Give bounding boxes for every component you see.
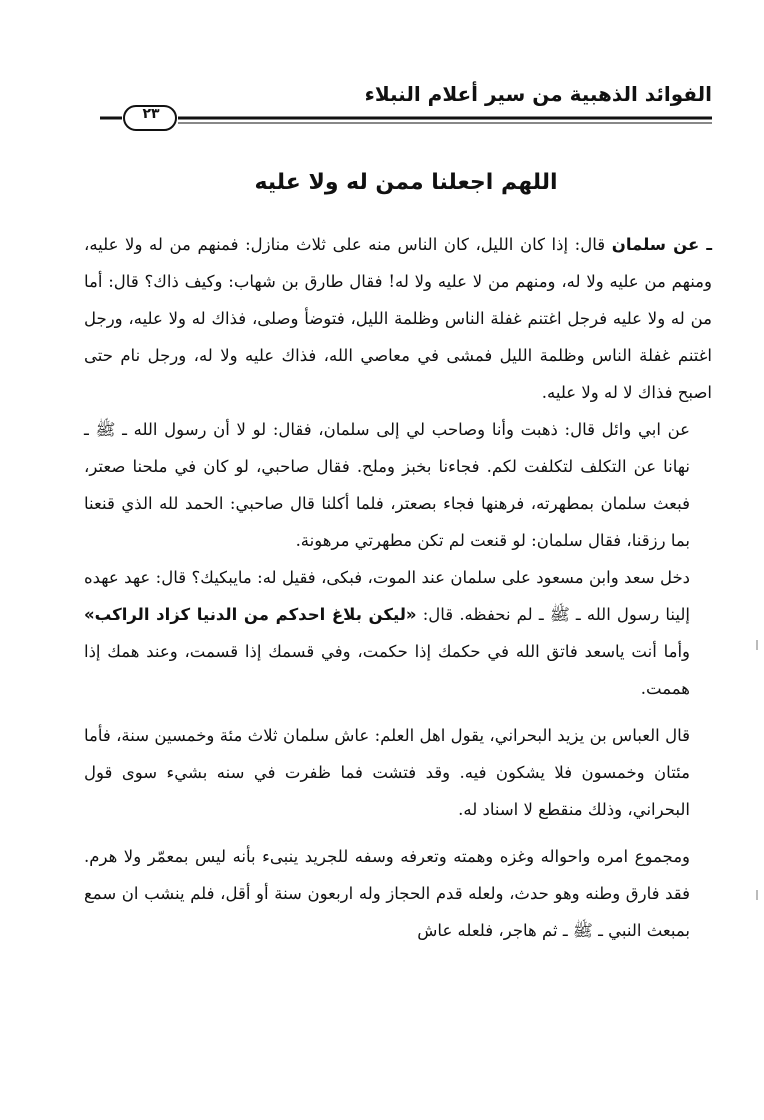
book-title: الفوائد الذهبية من سير أعلام النبلاء [364,82,712,106]
paragraph-1 [84,226,712,411]
page-header [100,82,712,140]
paragraph-4-text: قال العباس بن يزيد البحراني، يقول اهل العلم: عاش سلمان ثلاث مئة وخمسين سنة، فأما مئتان وخمسون فلا يشكون فيه. وقد فتشت فما ظفرت في سنه بشيء سوى قول البحراني، وذلك منقطع لا اسناد له. [84,726,690,819]
section-title: اللهم اجعلنا ممن له ولا عليه [254,170,558,195]
scan-edge-mark [756,890,758,900]
paragraph-2 [84,411,712,559]
paragraph-3-tail: وأما أنت ياسعد فاتق الله في حكمك إذا حكمت، وفي قسمك إذا قسمت، وعند همك إذا هممت. [84,642,690,698]
body-text [84,226,712,949]
paragraph-3 [84,559,712,707]
header-rule [100,98,712,134]
paragraph-4 [84,717,712,828]
page-number: ٢٣ [142,106,160,122]
paragraph-1-lead: ـ عن سلمان [611,235,712,254]
paragraph-5-text: ومجموع امره واحواله وغزه وهمته وتعرفه وسفه للجريد ينبىء بأنه ليس بمعمّر ولا هرم. فقد فارق وطنه وهو حدث، ولعله قدم الحجاز وله اربعون سنة أو أقل، فلم ينشب ان سمع بمبعث النبي ـ ﷺ ـ ثم هاجر، فلعله عاش [84,847,690,940]
paragraph-1-text: قال: إذا كان الليل، كان الناس منه على ثلاث منازل: فمنهم من له ولا عليه، ومنهم من عليه ولا له، ومنهم من لا عليه ولا له! فقال طارق بن شهاب: وكيف ذاك؟ قال: أما من له ولا عليه فرجل اغتنم غفلة الناس وظلمة الليل، فتوضأ وصلى، فذاك له ولا عليه، ورجل اغتنم غفلة الناس وظلمة الليل فمشى في معاصي الله، فذاك عليه ولا له، ورجل نام حتى اصبح فذاك لا له ولا عليه. [84,235,712,402]
paragraph-5 [84,838,712,949]
paragraph-3-text: دخل سعد وابن مسعود على سلمان عند الموت، فبكى، فقيل له: مايبكيك؟ قال: عهد عهده إلينا رسول الله ـ ﷺ ـ لم نحفظه. قال: [84,568,690,624]
paragraph-2-text: عن ابي وائل قال: ذهبت وأنا وصاحب لي إلى سلمان، فقال: لو لا أن رسول الله ـ ﷺ ـ نهانا عن التكلف لتكلفت لكم. فجاءنا بخبز وملح. فقال صاحبي، لو كان في ملحنا صعتر، فبعث سلمان بمطهرته، فرهنها فجاء بصعتر، فلما أكلنا قال صاحبي: الحمد لله الذي قنعنا بما رزقنا، فقال سلمان: لو قنعت لم تكن مطهرتي مرهونة. [84,420,690,550]
paragraph-3-hadith: «ليكن بلاغ احدكم من الدنيا كزاد الراكب» [84,605,417,624]
scan-edge-mark [756,640,758,650]
